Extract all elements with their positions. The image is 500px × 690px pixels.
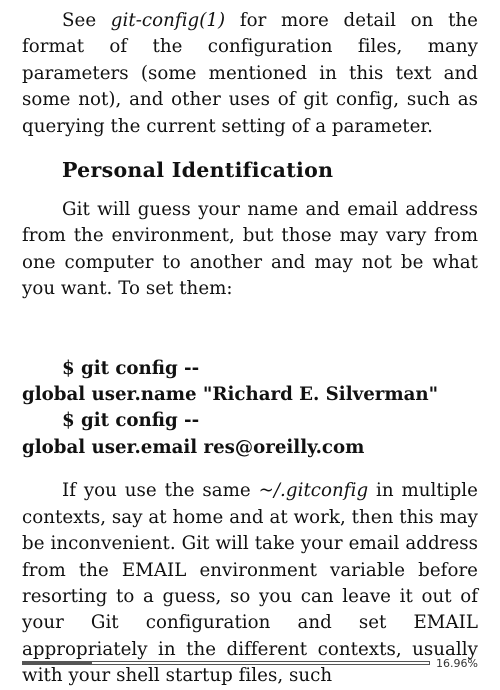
code-line: global user.name "Richard E. Silverman" [22, 384, 439, 406]
progress-percent: 16.96% [436, 657, 478, 670]
paragraph-identification: Git will guess your name and email address from the environment, but those may vary from one computer to another and may not be what you want. To set them: [22, 199, 478, 300]
paragraph-rest: for more detail on the format of the configuration files, many parameters (some mentioned in this text and some not), and other uses of git config, such as querying the current setting of a parameter. [22, 10, 478, 137]
paragraph-git-config [22, 8, 478, 140]
paragraph-lead: If you use the same [62, 480, 259, 502]
reading-progress [22, 658, 478, 672]
progress-bar[interactable] [22, 661, 430, 665]
paragraph-lead: See [62, 10, 111, 31]
code-line: $ git config -- [62, 410, 200, 432]
book-page [22, 8, 478, 690]
code-line: $ git config -- [62, 357, 200, 379]
git-config-reference: git-config(1) [110, 10, 226, 31]
paragraph-rest: in multiple contexts, say at home and at work, then this may be inconvenient. Git will take your email address from the EMAIL environment variable before resorting to a guess, so you can leave it out of your Git configuration and set EMAIL appropriately in the different contexts, usually with your shell startup files, such [22, 480, 478, 687]
code-block [22, 356, 478, 462]
code-line: global user.email res@oreilly.com [22, 436, 365, 458]
progress-fill [23, 662, 92, 664]
section-heading: Personal Identification [62, 158, 334, 183]
gitconfig-filename: ~/.gitconfig [258, 480, 369, 502]
